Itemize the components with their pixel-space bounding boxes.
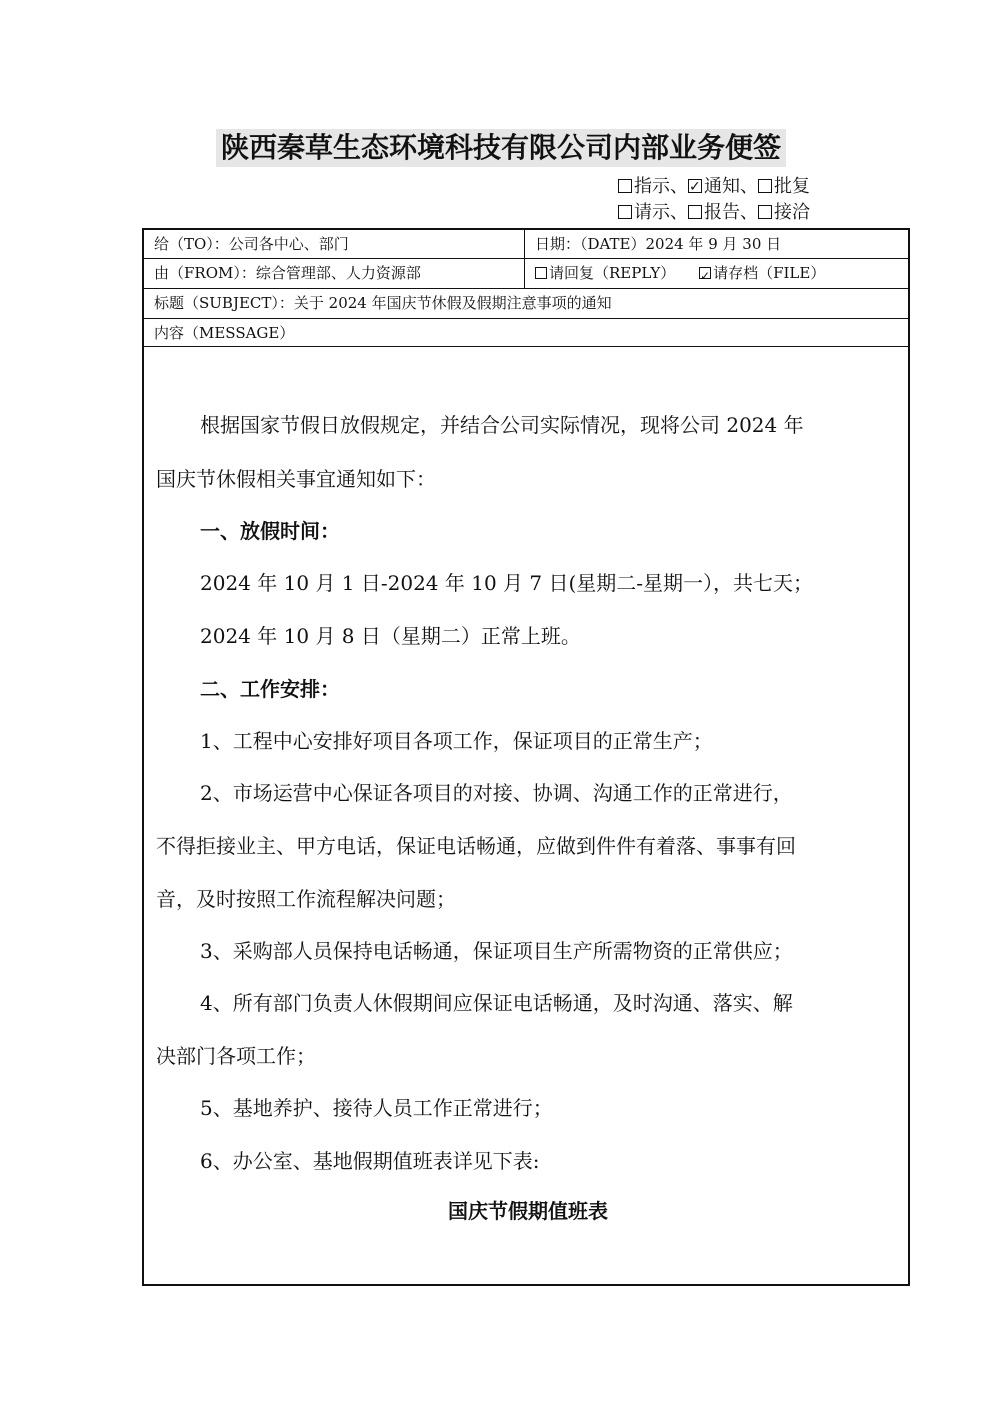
checkbox-notice[interactable]: [688, 179, 702, 193]
from-field: 由（FROM）：综合管理部、人力资源部: [154, 264, 421, 282]
form-row-subject: [144, 289, 908, 319]
checkbox-report[interactable]: [688, 205, 702, 219]
duty-table-title: 国庆节假期值班表: [448, 1199, 608, 1223]
arrangement-item-3: 3、采购部人员保持电话畅通，保证项目生产所需物资的正常供应；: [200, 939, 793, 963]
checkbox-file[interactable]: [699, 267, 711, 279]
section-heading-holiday-time: 一、放假时间：: [200, 519, 340, 543]
arrangement-item-4-line-2: 决部门各项工作；: [156, 1044, 316, 1068]
arrangement-item-6: 6、办公室、基地假期值班表详见下表:: [200, 1149, 540, 1173]
memo-type-checks-row1: [618, 174, 810, 200]
arrangement-item-2-line-2: 不得拒接业主、甲方电话，保证电话畅通，应做到件件有着落、事事有回: [156, 834, 796, 858]
checkbox-reply[interactable]: [535, 267, 547, 279]
checkbox-instruction[interactable]: [618, 179, 632, 193]
file-label: 请存档（FILE）: [713, 264, 826, 282]
message-label: 内容（MESSAGE）: [154, 324, 295, 342]
memo-form: [142, 228, 910, 1286]
memo-title: 陕西秦草生态环境科技有限公司内部业务便签: [216, 129, 786, 167]
form-row-from-reply: [144, 259, 908, 289]
form-row-to-date: [144, 230, 908, 259]
check-label-instruction: 指示、: [634, 176, 688, 197]
holiday-period-line: 2024 年 10 月 1 日-2024 年 10 月 7 日(星期二-星期一），共七天；: [200, 571, 814, 595]
arrangement-item-2-line-3: 音，及时按照工作流程解决问题；: [156, 887, 456, 911]
check-label-liaison: 接洽: [774, 202, 810, 223]
form-row-message: [144, 319, 908, 347]
arrangement-item-2-line-1: 2、市场运营中心保证各项目的对接、协调、沟通工作的正常进行，: [200, 781, 793, 805]
arrangement-item-4-line-1: 4、所有部门负责人休假期间应保证电话畅通，及时沟通、落实、解: [200, 991, 793, 1015]
checkbox-approval[interactable]: [758, 179, 772, 193]
check-label-approval: 批复: [774, 176, 810, 197]
arrangement-item-1: 1、工程中心安排好项目各项工作，保证项目的正常生产；: [200, 729, 713, 753]
checkbox-liaison[interactable]: [758, 205, 772, 219]
section-heading-work-arrangement: 二、工作安排：: [200, 677, 340, 701]
intro-line-2: 国庆节休假相关事宜通知如下：: [156, 467, 436, 491]
memo-type-checks-row2: [618, 200, 810, 226]
reply-label: 请回复（REPLY）: [549, 264, 676, 282]
return-to-work-line: 2024 年 10 月 8 日（星期二）正常上班。: [200, 624, 581, 648]
subject-field: 标题（SUBJECT）：关于 2024 年国庆节休假及假期注意事项的通知: [154, 294, 612, 312]
reply-file-options: [524, 259, 825, 288]
date-field: 日期：（DATE）2024 年 9 月 30 日: [524, 230, 781, 258]
arrangement-item-5: 5、基地养护、接待人员工作正常进行；: [200, 1096, 553, 1120]
to-field: 给（TO）：公司各中心、部门: [154, 235, 349, 253]
check-label-request: 请示、: [634, 202, 688, 223]
check-label-notice: 通知、: [704, 176, 758, 197]
intro-line-1: 根据国家节假日放假规定，并结合公司实际情况，现将公司 2024 年: [200, 413, 804, 437]
check-label-report: 报告、: [704, 202, 758, 223]
checkbox-request[interactable]: [618, 205, 632, 219]
